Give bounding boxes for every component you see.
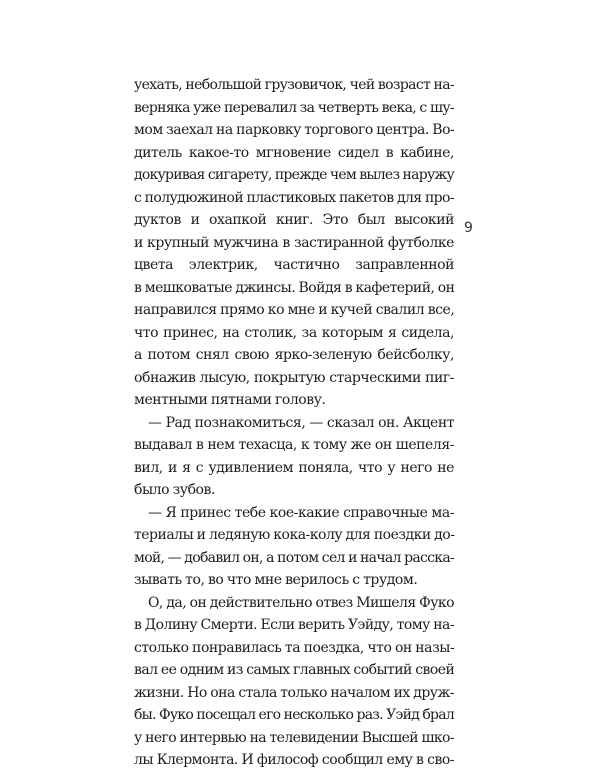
text-line: ментными пятнами голову.: [134, 392, 326, 408]
text-line: и крупный мужчина в застиранной футболке: [134, 234, 454, 251]
text-line: верняка уже перевалил за четверть века, с шу-: [134, 99, 454, 116]
text-line: направился прямо ко мне и кучей свалил все,: [134, 302, 455, 318]
text-line: цвета электрик, частично заправленной: [134, 257, 454, 273]
text-line: мом заехал на парковку торгового центра. Во-: [134, 122, 455, 138]
text-line: О, да, он действительно отвез Мишеля Фуко: [148, 594, 454, 611]
text-line: бы. Фуко посещал его несколько раз. Уэйд брал: [134, 707, 454, 723]
text-line: териалы и ледяную кока-колу для поездки до-: [134, 527, 455, 543]
text-line: столько понравилась та поездка, что он назы-: [134, 639, 455, 656]
text-line: было зубов.: [134, 482, 215, 498]
text-line: уехать, небольшой грузовичок, чей возраст на-: [134, 77, 454, 93]
text-line: вил, и я с удивлением поняла, что у него не: [134, 459, 454, 476]
text-line: в Долину Смерти. Если верить Уэйду, тому на-: [134, 617, 454, 633]
text-line: обнажив лысую, покрытую старческими пиг-: [134, 369, 454, 386]
text-line: — Я принес тебе кое-какие справочные ма-: [148, 504, 454, 521]
text-line: мой, — добавил он, а потом сел и начал расска-: [134, 549, 454, 566]
text-line: вал ее одним из самых главных событий своей: [134, 662, 455, 678]
text-line: зывать то, во что мне верилось с трудом.: [134, 572, 418, 588]
body-text: [134, 74, 454, 772]
text-line: у него интервью на телевидении Высшей шко-: [134, 729, 454, 746]
text-line: лы Клермонта. И философ сообщил ему в сво-: [134, 752, 454, 768]
text-line: в мешковатые джинсы. Войдя в кафетерий, он: [134, 279, 455, 296]
text-line: выдавал в нем техасца, к тому же он шепеля-: [134, 437, 454, 453]
text-line: докуривая сигарету, прежде чем вылез наружу: [134, 167, 455, 183]
text-line: дитель какое-то мгновение сидел в кабине,: [134, 144, 454, 161]
text-line: что принес, на столик, за которым я сидела,: [134, 324, 454, 341]
page-number: 9: [464, 220, 473, 236]
text-line: жизни. Но она стала только началом их друж-: [134, 684, 454, 701]
text-line: с полудюжиной пластиковых пакетов для про-: [134, 189, 454, 206]
text-line: дуктов и охапкой книг. Это был высокий: [134, 212, 454, 228]
text-line: а потом снял свою ярко-зеленую бейсболку,: [134, 347, 454, 363]
text-line: — Рад познакомиться, — сказал он. Акцент: [148, 414, 454, 431]
